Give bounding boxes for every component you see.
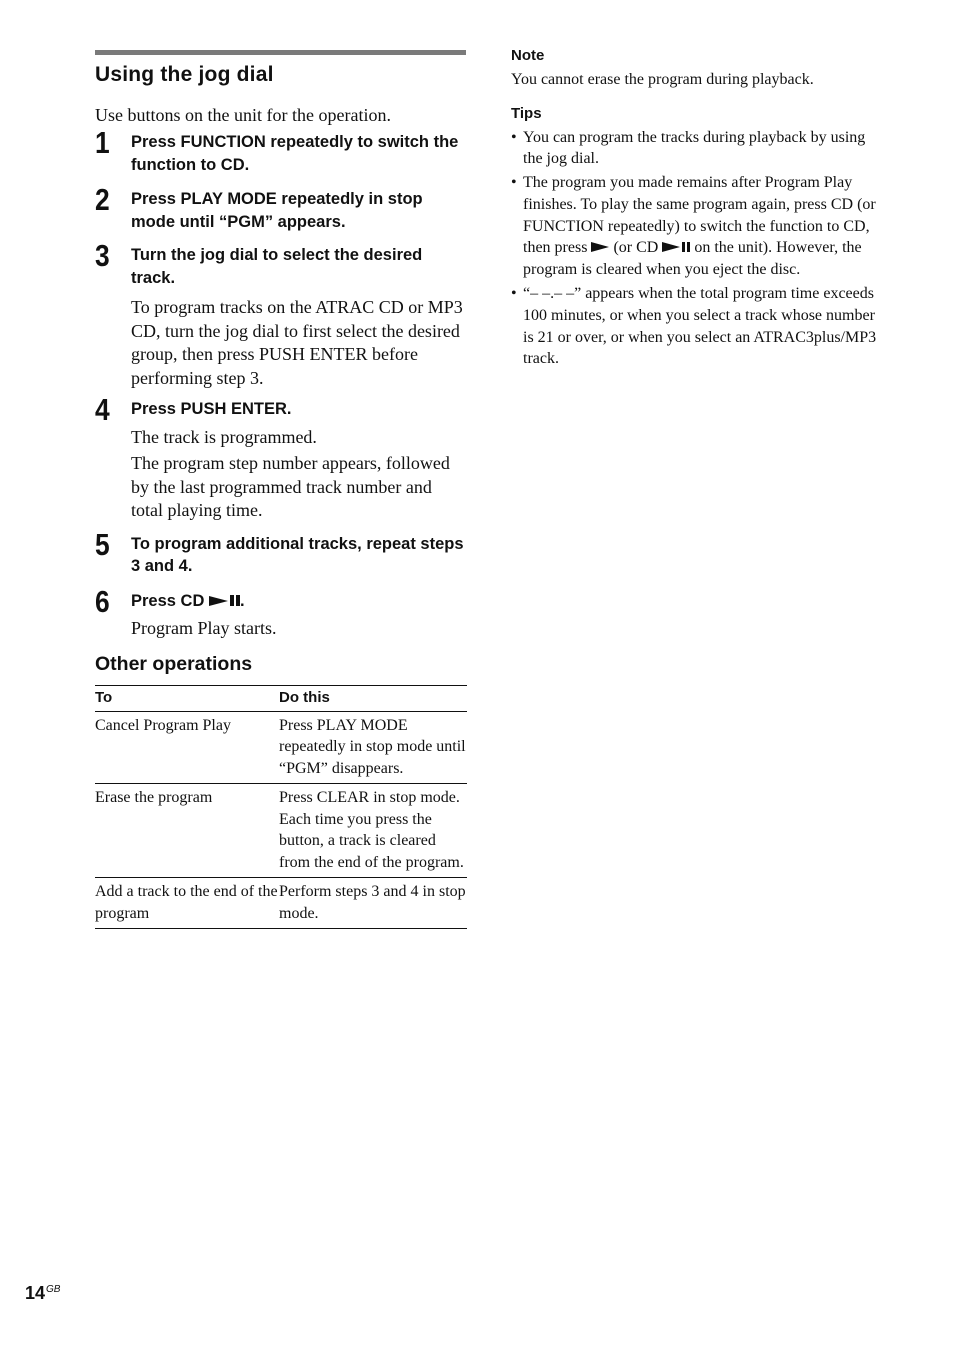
step-instruction: Press PLAY MODE repeatedly in stop mode until “PGM” appears.	[131, 190, 423, 231]
page-number-suffix: GB	[46, 1284, 61, 1295]
other-operations-title: Other operations	[95, 652, 253, 675]
table-row	[95, 784, 467, 878]
tips-title: Tips	[511, 104, 542, 122]
step-instruction	[131, 590, 467, 613]
step-number: 2	[95, 182, 110, 217]
table-row	[95, 711, 467, 784]
operations-table	[95, 685, 467, 930]
list-item	[511, 127, 881, 171]
step-body	[131, 296, 467, 390]
tip-text-before: The program you made remains after Program Play finishes. To play the same program again, press CD (or FUNCTION repeatedly) to switch the function to CD, then press	[523, 174, 876, 257]
step-1	[95, 125, 467, 176]
list-item	[511, 283, 881, 370]
bullet: •	[511, 174, 517, 192]
step-instruction: Turn the jog dial to select the desired track.	[131, 246, 423, 287]
tips-list	[511, 127, 881, 371]
step-number: 4	[95, 392, 110, 427]
play-pause-icon	[209, 590, 240, 613]
step-number: 1	[95, 125, 110, 160]
step-body-paragraph: The track is programmed.	[131, 426, 317, 447]
tip-text-after: on the unit). However, the program is cleared when you eject the disc.	[523, 239, 862, 279]
step-4	[95, 392, 467, 523]
step-instruction: Press PUSH ENTER.	[131, 400, 292, 418]
left-column	[95, 50, 467, 929]
note-text: You cannot erase the program during playback.	[511, 71, 814, 88]
table-cell-to: Cancel Program Play	[95, 711, 279, 784]
page-number	[25, 1283, 60, 1304]
play-icon	[591, 237, 609, 259]
title-rule	[95, 50, 466, 55]
step-instruction: Press FUNCTION repeatedly to switch the function to CD.	[131, 133, 459, 174]
bullet: •	[511, 128, 517, 146]
step-3	[95, 238, 467, 390]
table-cell-do: Press PLAY MODE repeatedly in stop mode until “PGM” disappears.	[279, 711, 467, 784]
table-cell-to: Erase the program	[95, 784, 279, 878]
table-cell-to: Add a track to the end of the program	[95, 878, 279, 929]
table-cell-do: Press CLEAR in stop mode. Each time you press the button, a track is cleared from the end of the program.	[279, 784, 467, 878]
tip-text-middle: (or CD	[609, 239, 663, 257]
step-2	[95, 182, 467, 233]
header-do-this: Do this	[279, 685, 467, 711]
step-body	[131, 617, 467, 641]
step-number: 6	[95, 583, 110, 619]
right-column	[511, 47, 881, 372]
step-instruction-end: .	[239, 591, 245, 610]
table-cell-do: Perform steps 3 and 4 in stop mode.	[279, 878, 467, 929]
bullet: •	[511, 285, 517, 303]
table-header-row	[95, 685, 467, 711]
tip-text: You can program the tracks during playback by using the jog dial.	[523, 128, 866, 168]
step-instruction-text: Press CD	[131, 591, 209, 610]
step-number: 5	[95, 526, 110, 562]
step-body-paragraph: To program tracks on the ATRAC CD or MP3 CD, turn the jog dial to first select the desired group, then press PUSH ENTER before performing step 3.	[131, 297, 463, 388]
intro-text: Use buttons on the unit for the operation.	[95, 105, 391, 125]
tip-text: “– –.– –” appears when the total program time exceeds 100 minutes, or when you select a track whose number is 21 or over, or when you select an ATRAC3plus/MP3 track.	[523, 285, 877, 368]
play-pause-icon	[662, 237, 690, 259]
step-5	[95, 526, 467, 578]
table-row	[95, 878, 467, 929]
step-number: 3	[95, 238, 110, 273]
step-body	[131, 426, 467, 523]
list-item	[511, 172, 881, 281]
note-title: Note	[511, 47, 545, 64]
page-number-value: 14	[25, 1283, 46, 1303]
header-to: To	[95, 685, 279, 711]
step-instruction: To program additional tracks, repeat steps 3 and 4.	[131, 534, 464, 575]
step-body-paragraph: Program Play starts.	[131, 618, 277, 638]
step-body-paragraph: The program step number appears, followed by the last programmed track number and total playing time.	[131, 453, 450, 520]
section-title: Using the jog dial	[95, 63, 274, 86]
step-6	[95, 583, 467, 641]
